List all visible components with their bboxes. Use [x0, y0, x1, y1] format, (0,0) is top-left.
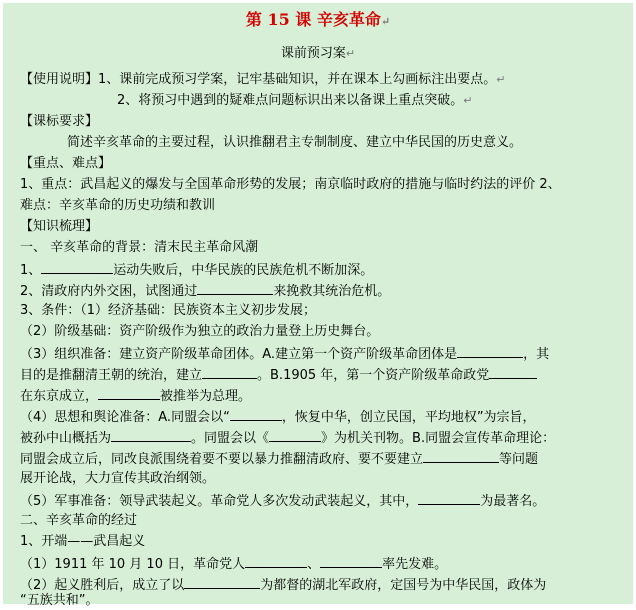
- question-4-1-text-c: 率先发难。: [382, 557, 448, 572]
- question-3-4-text-b: ，恢复中华，创立民国，平均地权”为宗旨，: [281, 410, 536, 425]
- question-4-1-text-a: （1）1911 年 10 月 10 日，革命党人: [20, 557, 246, 572]
- question-3-3-text-a: （3）组织准备：建立资产阶级革命团体。A.建立第一个资产阶级革命团体是: [20, 347, 458, 362]
- document-page: [3, 3, 633, 608]
- question-4-2-text-a: （2）起义胜利后，成立了以: [20, 578, 185, 593]
- section-two-sub-heading-text: 1、开端——武昌起义: [20, 534, 146, 549]
- question-3-4-cont-text-b: 。同盟会以《: [191, 431, 270, 446]
- fill-blank[interactable]: [202, 365, 257, 379]
- question-3-3-cont: [20, 365, 537, 385]
- question-3-3-text-b: ，其: [523, 347, 550, 362]
- fill-blank[interactable]: [98, 386, 160, 400]
- question-3-4-cont3: [20, 470, 215, 488]
- section-one-heading: [20, 239, 258, 257]
- question-3-4-text-a: （4）思想和舆论准备：A.同盟会以“: [20, 410, 230, 425]
- question-3-text: 3、条件：（1）经济基础：民族资本主义初步发展；: [20, 303, 317, 318]
- question-3: [20, 302, 316, 320]
- curriculum-requirement: [67, 134, 522, 152]
- question-3-3-cont-text-a: 目的是推翻清王朝的统治，建立: [20, 368, 203, 383]
- question-2: [20, 281, 390, 301]
- usage-note-text-1: 【使用说明】1、课前完成预习学案，记牢基础知识，并在课本上勾画标注出要点。: [20, 72, 497, 87]
- paragraph-mark-icon: ↵: [380, 15, 391, 28]
- question-3-3-cont2-text-b: 被推举为总理。: [160, 389, 252, 404]
- fill-blank[interactable]: [489, 365, 537, 379]
- question-3-4-cont-text-c: 》为机关刊物。B.同盟会宣传革命理论：: [321, 431, 556, 446]
- question-3-4: [20, 407, 536, 427]
- question-3-3-cont2-text-a: 在东京成立，: [20, 389, 99, 404]
- fill-blank[interactable]: [320, 554, 382, 568]
- question-4-1: [20, 554, 447, 574]
- fill-blank[interactable]: [245, 554, 307, 568]
- question-2-text-a: 2、清政府内外交困，试图通过: [20, 284, 198, 299]
- section-one-heading-text: 一、 辛亥革命的背景：清末民主革命风潮: [20, 240, 259, 255]
- question-3-3-cont2: [20, 386, 251, 406]
- question-3-4-cont3-text: 展开论战，大力宣传其政治纲领。: [20, 471, 216, 486]
- fill-blank[interactable]: [111, 428, 191, 442]
- key-points-heading: [20, 155, 111, 173]
- paragraph-mark-icon: ↵: [345, 47, 356, 60]
- fill-blank[interactable]: [230, 407, 282, 421]
- key-points-text-2: 难点：辛亥革命的历史功绩和教训: [20, 198, 216, 213]
- question-1-text: 运动失败后，中华民族的民族危机不断加深。: [113, 263, 374, 278]
- question-3-2-text: （2）阶级基础：资产阶级作为独立的政治力量登上历史舞台。: [20, 324, 380, 339]
- fill-blank[interactable]: [423, 449, 499, 463]
- question-3-2: [20, 323, 379, 341]
- question-1: [20, 260, 373, 280]
- knowledge-heading-text: 【知识梳理】: [20, 219, 99, 234]
- question-4-2-cont-text: “五族共和”。: [20, 593, 99, 608]
- question-1-prefix: 1、: [20, 263, 42, 278]
- fill-blank[interactable]: [41, 260, 113, 274]
- question-3-5-text-b: 为最著名。: [480, 494, 546, 509]
- section-subtitle: [3, 45, 633, 63]
- knowledge-heading: [20, 218, 98, 236]
- question-3-4-cont: [20, 428, 555, 448]
- section-two-heading-text: 二、辛亥革命的经过: [20, 513, 138, 528]
- question-3-5-text-a: （5）军事准备：领导武装起义。革命党人多次发动武装起义，其中，: [20, 494, 419, 509]
- question-4-1-text-b: 、: [307, 557, 321, 572]
- usage-note-text-2: 2、将预习中遇到的疑难点问题标识出来以备课上重点突破。: [117, 93, 464, 108]
- key-points-line-2: [20, 197, 215, 215]
- paragraph-mark-icon: ↵: [496, 73, 506, 86]
- question-3-4-cont2: [20, 449, 538, 469]
- question-3-3: [20, 344, 549, 364]
- fill-blank[interactable]: [457, 344, 523, 358]
- question-4-2: [20, 575, 546, 595]
- paragraph-mark-icon: ↵: [463, 94, 473, 107]
- question-3-4-cont2-text-b: 等问题: [499, 452, 539, 467]
- question-3-4-cont2-text-a: 同盟会成立后，同改良派围绕着要不要以暴力推翻清政府、要不要建立: [20, 452, 424, 467]
- curriculum-requirement-text: 简述辛亥革命的主要过程，认识推翻君主专制制度、建立中华民国的历史意义。: [67, 135, 523, 150]
- question-4-2-text-b: 为都督的湖北军政府，定国号为中华民国，政体为: [260, 578, 547, 593]
- question-3-5: [20, 491, 545, 511]
- question-2-text-b: 来挽救其统治危机。: [273, 284, 391, 299]
- usage-note-line-2: [117, 92, 473, 110]
- question-3-4-cont-text-a: 被孙中山概括为: [20, 431, 112, 446]
- fill-blank[interactable]: [184, 575, 260, 589]
- usage-note-line-1: [20, 71, 506, 89]
- key-points-line-1: [20, 176, 561, 194]
- fill-blank[interactable]: [197, 281, 273, 295]
- lesson-title: [3, 7, 633, 30]
- subtitle-text: 课前预习案: [280, 46, 346, 61]
- section-two-sub-heading: [20, 533, 145, 551]
- lesson-title-text: 第 15 课 辛亥革命: [245, 10, 381, 29]
- curriculum-heading: [20, 113, 98, 131]
- curriculum-heading-text: 【课标要求】: [20, 114, 99, 129]
- key-points-text-1: 1、重点：武昌起义的爆发与全国革命形势的发展；南京临时政府的措施与临时约法的评价 2、: [20, 177, 561, 192]
- question-3-3-cont-text-b: 。B.1905 年，第一个资产阶级革命政党: [257, 368, 490, 383]
- fill-blank[interactable]: [269, 428, 321, 442]
- fill-blank[interactable]: [418, 491, 480, 505]
- section-two-heading: [20, 512, 137, 530]
- question-4-2-cont: [20, 592, 98, 610]
- key-points-heading-text: 【重点、难点】: [20, 156, 112, 171]
